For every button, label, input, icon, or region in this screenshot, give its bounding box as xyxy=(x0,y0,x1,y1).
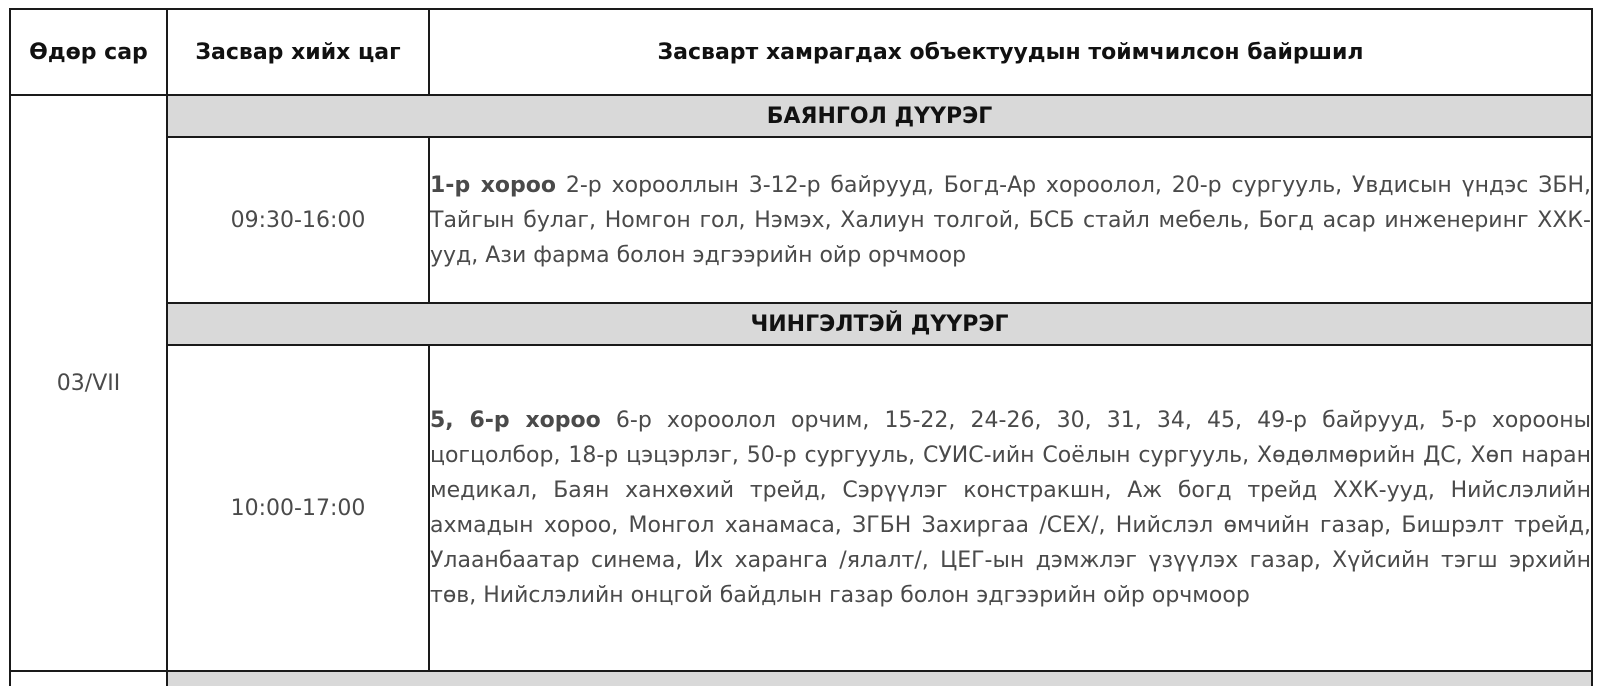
next-date-cell xyxy=(10,671,167,686)
header-time: Засвар хийх цаг xyxy=(167,9,429,95)
location-text: 6-р хороолол орчим, 15-22, 24-26, 30, 31, 34, 45, 49-р байрууд, 5-р хорооны цогцолбор, 18-р цэцэрлэг, 50-р сургууль, СУИС-ийн Соёлын сургууль, Хөдөлмөрийн ДС, Хөп наран медикал, Баян ханхөхий трейд, Сэрүүлэг констракшн, Аж богд трейд ХХК-ууд, Нийслэлийн ахмадын хороо, Монгол ханамаса, ЗГБН Захиргаа /СЕХ/, Нийслэл өмчийн газар, Бишрэлт трейд, Улаанбаатар синема, Их харанга /ялалт/, ЦЕГ-ын дэмжлэг үзүүлэх газар, Хүйсийн тэгш эрхийн төв, Нийслэлийн онцгой байдлын газар болон эдгээрийн ойр орчмоор xyxy=(430,408,1591,608)
maintenance-schedule-table xyxy=(9,8,1593,686)
table-header-row xyxy=(10,9,1592,95)
khoroo-label: 1-р хороо xyxy=(430,172,556,198)
date-cell: 03/VII xyxy=(10,95,167,671)
district-heading: ЧИНГЭЛТЭЙ ДҮҮРЭГ xyxy=(167,303,1592,345)
next-row-partial xyxy=(10,671,1592,686)
header-location: Засварт хамрагдах объектуудын тоймчилсон байршил xyxy=(429,9,1592,95)
table-row xyxy=(10,137,1592,303)
location-text: 2-р хорооллын 3-12-р байрууд, Богд-Ар хороолол, 20-р сургууль, Увдисын үндэс ЗБН, Тайгын булаг, Номгон гол, Нэмэх, Халиун толгой, БСБ стайл мебель, Богд асар инженеринг ХХК-ууд, Ази фарма болон эдгээрийн ойр орчмоор xyxy=(430,172,1591,268)
district-heading: БАЯНГОЛ ДҮҮРЭГ xyxy=(167,95,1592,137)
location-cell xyxy=(429,137,1592,303)
district-row xyxy=(10,303,1592,345)
khoroo-label: 5, 6-р хороо xyxy=(430,408,601,433)
header-date: Өдөр сар xyxy=(10,9,167,95)
next-district-heading xyxy=(167,671,1592,686)
table-row xyxy=(10,345,1592,671)
time-cell: 09:30-16:00 xyxy=(167,137,429,303)
time-cell: 10:00-17:00 xyxy=(167,345,429,671)
location-cell xyxy=(429,345,1592,671)
district-row xyxy=(10,95,1592,137)
